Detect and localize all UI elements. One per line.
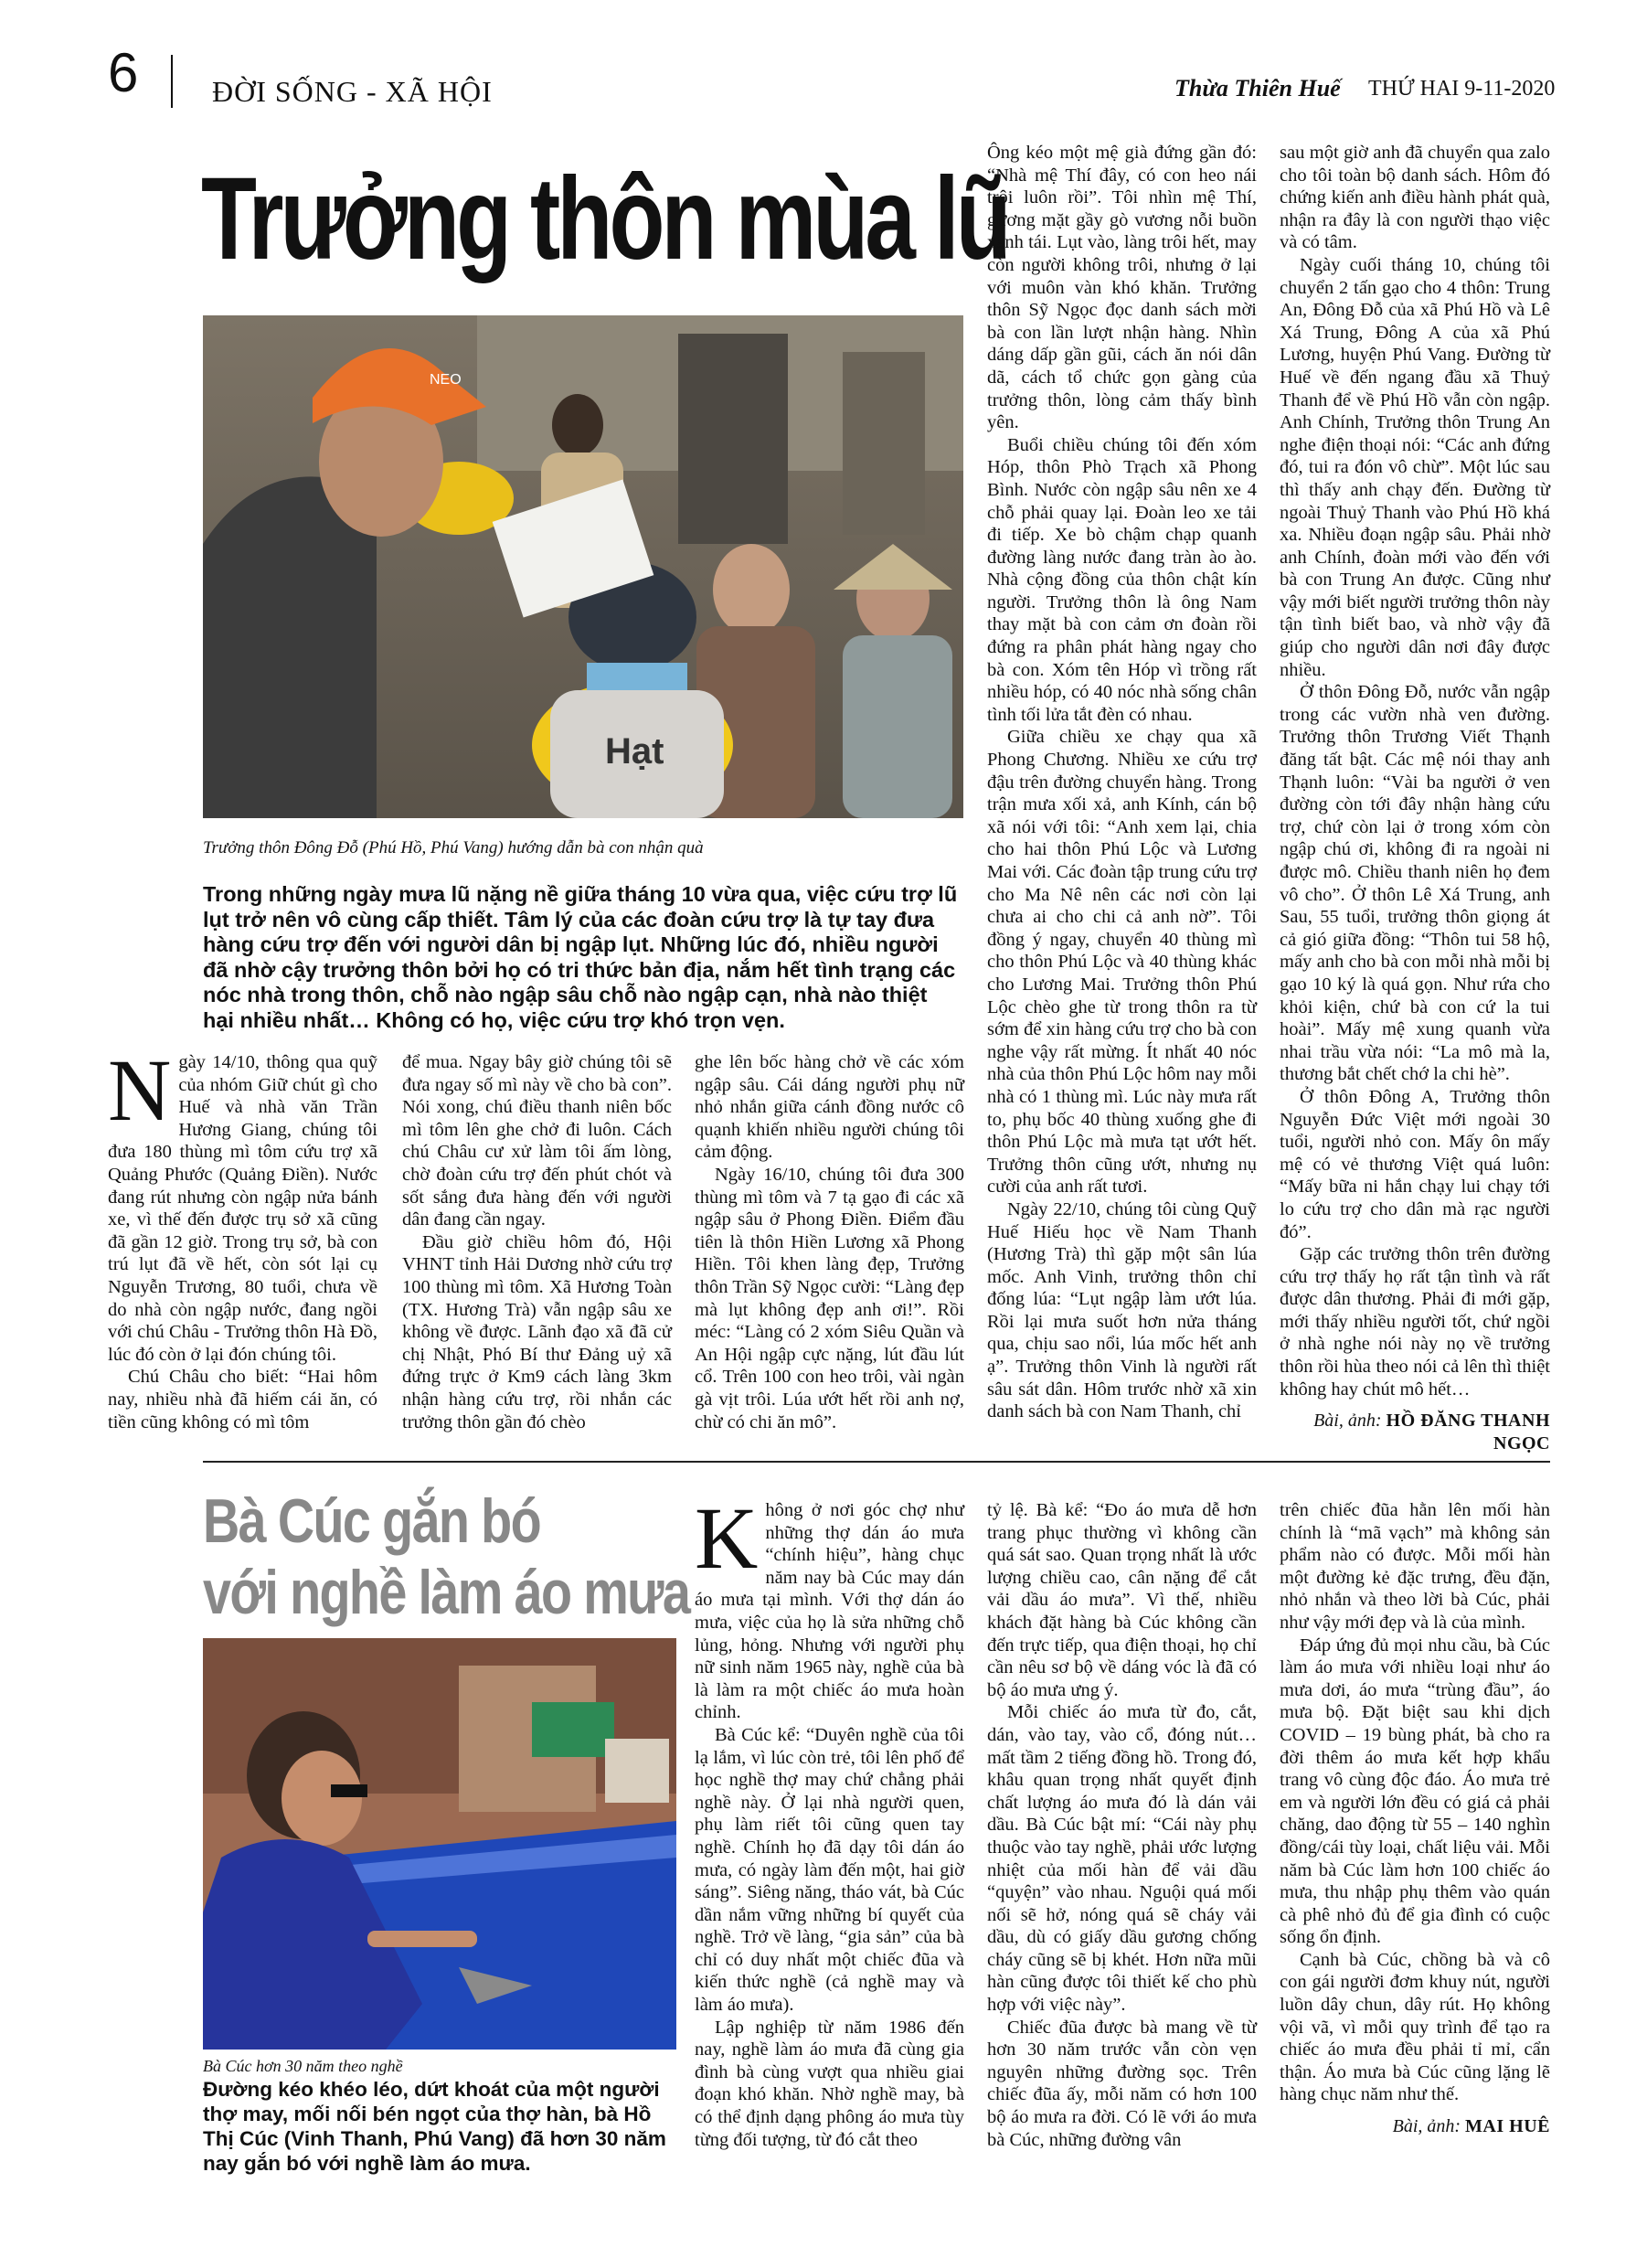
article-2-title [203, 1485, 689, 1628]
header-divider [171, 55, 173, 108]
article-1-photo [203, 315, 963, 818]
sack-text: Hạt [605, 731, 664, 772]
paragraph: tỷ lệ. Bà kể: “Đo áo mưa dễ hơn trang phục thường vì không cần quá sát sao. Quan trọng nhất là ước lượng chiều cao, cân nặng để cắt vải dầu áo mưa”. Vì thế, nhiều khách đặt hàng bà Cúc không cần đến trực tiếp, qua điện thoại, họ chỉ cần nêu sơ bộ về dáng vóc là đã có bộ áo mưa ưng ý. [987, 1500, 1257, 1700]
paragraph: ghe lên bốc hàng chở về các xóm ngập sâu. Cái dáng người phụ nữ nhỏ nhắn giữa cánh đồng nước cô quạnh khiến nhiều người chúng tôi cảm động. [695, 1052, 964, 1163]
article-1-title: Trưởng thôn mùa lũ [201, 154, 1008, 284]
paragraph: Bà Cúc kể: “Duyên nghề của tôi lạ lắm, vì lúc còn trẻ, tôi lên phố để học nghề thợ may chứ chẳng phải nghề này. Ở lại nhà người quen, phụ làm riết tôi cũng quen tay nghề. Chính họ đã dạy tôi dán áo mưa, có ngày làm đến một, hai giờ sáng”. Siêng năng, tháo vát, bà Cúc dần nắm vững những bí quyết của nghề. Trở về làng, “gia sản” của bà chỉ có duy nhất một chiếc đũa và kiến thức nghề (cả nghề may và làm áo mưa). [695, 1724, 964, 2016]
article-1-lead: Trong những ngày mưa lũ nặng nề giữa tháng 10 vừa qua, việc cứu trợ lũ lụt trở nên vô cùng cấp thiết. Tâm lý của các đoàn cứu trợ là tự tay đưa hàng cứu trợ đến với người dân bị ngập lụt. Những lúc đó, nhiều người đã nhờ cậy trưởng thôn bởi họ có tri thức bản địa, nắm hết tình trạng các nóc nhà trong thôn, chỗ nào ngập sâu chỗ nào ngập cạn, nhà nào thiệt hại nhiều nhất… Không có họ, việc cứu trợ khó trọn vẹn. [203, 882, 958, 1032]
paragraph: hông ở nơi góc chợ như những thợ dán áo mưa “chính hiệu”, hàng chục năm nay bà Cúc may dán áo mưa tại mình. Với thợ dán áo mưa, việc của họ là sửa những chỗ lủng, hỏng. Nhưng với người phụ nữ sinh năm 1965 này, nghề của bà là làm ra một chiếc áo mưa hoàn chỉnh. [695, 1500, 964, 1723]
article-2-col-2 [987, 1499, 1257, 2151]
section-title: ĐỜI SỐNG - XÃ HỘI [212, 75, 493, 108]
paragraph: gày 14/10, thông qua quỹ của nhóm Giữ chút gì cho Huế và nhà văn Trần Hương Giang, chúng tôi đưa 180 thùng mì tôm cứu trợ xã Quảng Phước (Quảng Điền). Nước đang rút nhưng còn ngập nửa bánh xe, vì thế đến được trụ sở xã cũng đã gần 12 giờ. Trong trụ sở, bà con trú lụt đã về hết, còn sót lại cụ Nguyễn Trương, 80 tuổi, chưa về do nhà còn ngập nước, đang ngồi với chú Châu - Trưởng thôn Hà Đồ, lúc đó còn ở lại đón chúng tôi. [108, 1052, 377, 1365]
raincoat-maker-photo [203, 1638, 676, 2050]
article-2-col-3 [1280, 1499, 1550, 2138]
paragraph: Lập nghiệp từ năm 1986 đến nay, nghề làm áo mưa đã cùng gia đình bà cùng vượt qua nhiều giai đoạn khó khăn. Nhờ nghề may, bà có thể định dạng phông áo mưa tùy từng đối tượng, từ đó cắt theo [695, 2017, 964, 2150]
article-2-dropcap: K [695, 1489, 759, 1587]
article-separator [203, 1461, 1550, 1463]
article-2-photo [203, 1638, 676, 2050]
paragraph: Gặp các trưởng thôn trên đường cứu trợ thấy họ rất tận tình và rất được dân thương. Phải đi mới gặp, mới thấy nhiều người tốt, chứ ngồi ở nhà nghe nói này nọ về trưởng thôn rồi hùa theo nói cả lên thì thiệt không hay chút mô hết… [1280, 1244, 1550, 1400]
article-1-photo-caption: Trưởng thôn Đông Đỗ (Phú Hồ, Phú Vang) hướng dẫn bà con nhận quà [203, 838, 704, 857]
byline-label: Bài, ảnh: [1313, 1411, 1382, 1432]
issue-date: THỨ HAI 9-11-2020 [1368, 77, 1556, 101]
article-1-col-1 [108, 1041, 377, 1433]
paragraph: Ngày 22/10, chúng tôi cùng Quỹ Huế Hiếu học về Nam Thanh (Hương Trà) thì gặp một sân lúa mốc. Anh Vinh, trưởng thôn chỉ đống lúa: “Lụt ngập làm ướt lúa. Rồi lại mưa suốt hơn nửa tháng qua, chịu sao nổi, lúa mốc hết anh ạ”. Trưởng thôn Vinh là người rất sâu sát dân. Hôm trước nhờ xã xin danh sách bà con Nam Thanh, chỉ [987, 1198, 1257, 1422]
paragraph: Ông kéo một mệ già đứng gần đó: “Nhà mệ Thí đây, có con heo nái trôi luôn rồi”. Tôi nhìn mệ Thí, gương mặt gầy gò vương nỗi buồn xanh tái. Lụt vào, làng trôi hết, may còn người không trôi, nhưng ở lại với muôn vàn khó khăn. Trưởng thôn Sỹ Ngọc đọc danh sách mời bà con lần lượt nhận hàng. Nhìn dáng dấp gần gũi, cách ăn nói dân dã, cách tổ chức gọn gàng của trưởng thôn, lòng cảm thấy bình yên. [987, 143, 1257, 433]
article-2-byline [1280, 2115, 1550, 2138]
article-1-col-5 [1280, 142, 1550, 1454]
page-header [0, 0, 1647, 119]
byline-label: Bài, ảnh: [1392, 2116, 1461, 2137]
paragraph: Ngày cuối tháng 10, chúng tôi chuyển 2 tấn gạo cho 4 thôn: Trung An, Đông Đỗ của xã Phú Hồ và Lê Xá Trung, Đông A của xã Phú Lương, huyện Phú Vang. Đường từ Huế về đến ngang đầu xã Thuỷ Thanh để về Phú Hồ vẫn còn ngập. Anh Chính, Trưởng thôn Trung An nghe điện thoại nói: “Các anh đứng đó, tui ra đón vô chừ”. Một lúc sau thì thấy anh chạy đến. Đường từ ngoài Thuỷ Thanh vào Phú Hồ khá xa. Nhiều đoạn ngập sâu. Phải nhờ anh Chính, đoàn mới vào đến với bà con Trung An được. Cũng như vậy mới biết người trưởng thôn này tận tình biết bao, và nhờ vậy đã giúp cho người dân nơi đây được nhiều. [1280, 254, 1550, 680]
article-2-col-1 [695, 1489, 964, 2151]
page-number: 6 [108, 42, 139, 103]
paragraph: Chú Châu cho biết: “Hai hôm nay, nhiều nhà đã hiếm cái ăn, có tiền cũng không có mì tôm [108, 1367, 377, 1432]
paragraph: Chiếc đũa được bà mang về từ hơn 30 năm trước vẫn còn vẹn nguyên những đường sọc. Trên chiếc đũa ấy, mỗi năm có hơn 100 bộ áo mưa ra đời. Có lẽ với áo mưa bà Cúc, những đường vân [987, 2017, 1257, 2150]
paragraph: sau một giờ anh đã chuyển qua zalo cho tôi toàn bộ danh sách. Hôm đó chứng kiến anh điều hành phát quà, nhận ra đây là con người thạo việc và có tâm. [1280, 143, 1550, 253]
paragraph: Ngày 16/10, chúng tôi đưa 300 thùng mì tôm và 7 tạ gạo đi các xã ngập sâu ở Phong Điền. Điểm đầu tiên là thôn Hiền Lương xã Phong Hiền. Tôi khen làng đẹp, Trưởng thôn Trần Sỹ Ngọc cười: “Làng đẹp mà lụt không đẹp anh ơi!”. Rồi méc: “Làng có 2 xóm Siêu Quần và An Hội ngập cực nặng, lút đầu lút cổ. Trên 100 con heo trôi, vài ngàn gà vịt trôi. Lúa ướt hết rồi anh nợ, chừ có chi ăn mô”. [695, 1164, 964, 1432]
article-2-title-line-2: với nghề làm áo mưa [203, 1558, 690, 1627]
byline-author: MAI HUÊ [1465, 2116, 1550, 2137]
article-1-dropcap: N [108, 1041, 172, 1139]
paragraph: Đầu giờ chiều hôm đó, Hội VHNT tỉnh Hải Dương nhờ cứu trợ 100 thùng mì tôm. Xã Hương Toàn (TX. Hương Trà) vẫn ngập sâu xe không về được. Lãnh đạo xã đã cử chị Nhật, Phó Bí thư Đảng uỷ xã đứng trực ở Km9 cách làng 3km nhận hàng cứu trợ, rồi nhắn các trưởng thôn gần đó chèo [402, 1231, 672, 1432]
byline-author: HỒ ĐĂNG THANH NGỌC [1386, 1411, 1550, 1453]
article-1-byline [1280, 1410, 1550, 1454]
paragraph: Đáp ứng đủ mọi nhu cầu, bà Cúc làm áo mưa với nhiều loại như áo mưa dơi, áo mưa “trùng đầu”, áo mưa bộ. Đặt biệt sau khi dịch COVID – 19 bùng phát, bà cho ra đời thêm áo mưa kết hợp khẩu trang vô cùng độc đáo. Áo mưa trẻ em và người lớn đều có giá cả phải chăng, dao động từ 55 – 140 nghìn đồng/cái tùy loại, chất liệu vải. Mỗi năm bà Cúc làm hơn 100 chiếc áo mưa, thu nhập phụ thêm vào quán cà phê nhỏ đủ để gia đình có cuộc sống ổn định. [1280, 1634, 1550, 1948]
article-1-col-2 [402, 1051, 672, 1433]
paragraph: Cạnh bà Cúc, chồng bà và cô con gái người đơm khuy nút, người luồn dây chun, dây rút. Họ không vội vã, vì mỗi quy trình để tạo ra chiếc áo mưa đều phải tỉ mỉ, cẩn thận. Áo mưa bà Cúc cũng lặng lẽ hàng chục năm như thế. [1280, 1949, 1550, 2105]
article-1-col-4 [987, 142, 1257, 1423]
article-2-lead: Đường kéo khéo léo, dứt khoát của một người thợ may, mối nối bén ngọt của thợ hàn, bà Hồ Thị Cúc (Vinh Thanh, Phú Vang) đã hơn 30 năm nay gắn bó với nghề làm áo mưa. [203, 2078, 666, 2175]
paragraph: để mua. Ngay bây giờ chúng tôi sẽ đưa ngay số mì này về cho bà con”. Nói xong, chú điều thanh niên bốc mì tôm lên ghe chở đi luôn. Cách chú Châu cư xử làm tôi ấm lòng, chờ đoàn cứu trợ đến phút chót và sốt sắng đưa hàng đến với người dân đang cần ngay. [402, 1052, 672, 1230]
paragraph: Ở thôn Đông Đỗ, nước vẫn ngập trong các vườn nhà ven đường. Trưởng thôn Trương Viết Thạnh đăng tất bật. Các mệ nói thay anh Thạnh luôn: “Vài ba người ở ven đường còn tới đây nhận hàng cứu trợ, chứ còn lại ở trong xóm còn ngập chú ơi, không đi ra ngoài ni được mô. Chiều thanh niên họ đem vô cho”. Ở thôn Lê Xá Trung, anh Sau, 55 tuổi, trưởng thôn giọng át cả gió giữa đồng: “Thôn tui 58 hộ, mấy anh cho bà con mỗi nhà mỗi bị gạo 10 ký là quá gọn. Như rứa cho khỏi kiện, chứ bà con cứ la tui hoài”. Mấy mệ xung quanh vừa nhai trầu vừa nói: “La mô mà la, thương bắt chết chớ la chi hè”. [1280, 682, 1550, 1085]
paragraph: Ở thôn Đông A, Trưởng thôn Nguyễn Đức Việt mới ngoài 30 tuổi, người nhỏ con. Mấy ôn mấy mệ có vẻ thương Việt quá luôn: “Mấy bữa ni hắn chạy lui chạy tới lo cứu trợ cho dân mà rạc người đó”. [1280, 1086, 1550, 1242]
relief-distribution-photo [203, 315, 963, 818]
article-2-photo-caption: Bà Cúc hơn 30 năm theo nghề [203, 2057, 403, 2075]
paragraph: trên chiếc đũa hằn lên mối hàn chính là “mã vạch” mà không sản phẩm nào có được. Mỗi mối hàn một đường kẻ đặc trưng, đều đặn, nhỏ nhắn và theo lời bà Cúc, phải như vậy mới đẹp và là của mình. [1280, 1500, 1550, 1633]
paper-name: Thừa Thiên Huế [1174, 75, 1341, 101]
paragraph: Buổi chiều chúng tôi đến xóm Hóp, thôn Phò Trạch xã Phong Bình. Nước còn ngập sâu nên xe 4 chỗ phải quay lại. Đoàn leo xe tải đi tiếp. Xe bò chậm chạp quanh đường làng nước đang tràn ào ào. Nhà cộng đồng của thôn chật kín người. Trưởng thôn là ông Nam thay mặt bà con cảm ơn đoàn rồi đứng ra phân phát hàng ngay cho bà con. Xóm tên Hóp vì trồng rất nhiều hóp, có 40 nóc nhà sống chân tình tối lửa tắt đèn có nhau. [987, 434, 1257, 725]
cap-brand-text: NEO [430, 372, 462, 388]
article-2-title-line-1: Bà Cúc gắn bó [203, 1486, 541, 1556]
paragraph: Giữa chiều xe chạy qua xã Phong Chương. Nhiều xe cứu trợ đậu trên đường chuyển hàng. Trong trận mưa xối xả, anh Kính, cán bộ xã nói với tôi: “Anh xem lại, chia cho hai thôn Phú Lộc và Lương Mai với. Các đoàn tập trung cứu trợ cho Ma Nê nên các nơi còn lại chưa ai cho chi cả anh nờ”. Tôi đồng ý ngay, chuyển 40 thùng mì cho thôn Phú Lộc và 40 thùng khác cho Lương Mai. Trưởng thôn Phú Lộc chèo ghe từ trong thôn ra từ sớm để xin hàng cứu trợ cho bà con nghe vậy rất mừng. Ít nhất 40 nóc nhà của thôn Phú Lộc hôm nay mỗi nhà có 1 thùng mì. Lúc này mưa rất to, phụ bốc 40 thùng xuống ghe đi thôn Phú Lộc mà mưa tạt ướt hết. Trưởng thôn cũng ướt, nhưng nụ cười của anh rất tươi. [987, 727, 1257, 1198]
paragraph: Mỗi chiếc áo mưa từ đo, cắt, dán, vào tay, vào cổ, đóng nút… mất tầm 2 tiếng đồng hồ. Trong đó, khâu quan trọng nhất quyết định chất lượng áo mưa đó là dán vải dầu. Bà Cúc bật mí: “Cái này phụ thuộc vào tay nghề, phải ước lượng nhiệt của mối hàn để vải dầu “quyện” vào nhau. Nguội quá mối nối sẽ hở, nóng quá sẽ cháy vải dầu, dù có giấy dầu gương chống cháy cũng sẽ bị khét. Hơn nữa mũi hàn cũng được tôi thiết kế cho phù hợp với việc này”. [987, 1702, 1257, 2016]
article-1-col-3 [695, 1051, 964, 1433]
